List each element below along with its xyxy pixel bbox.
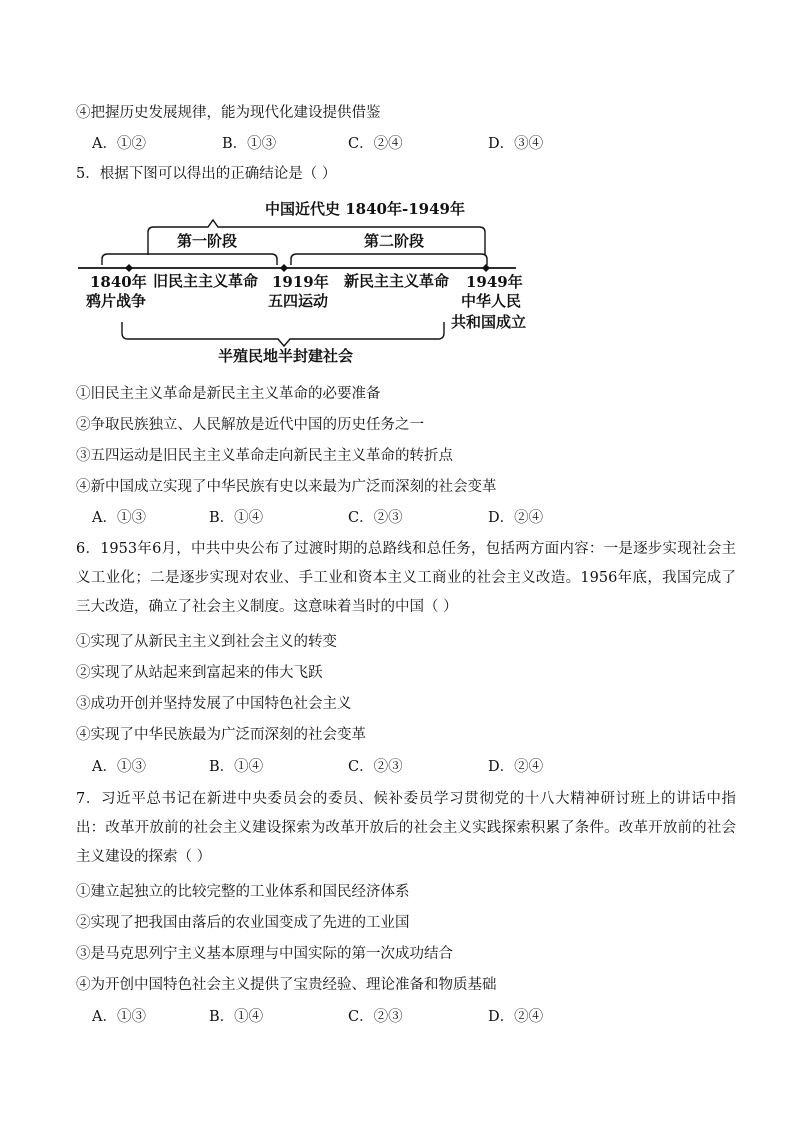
q5-option-b[interactable]: B．①④ xyxy=(209,510,264,526)
q6-item-1: ①实现了从新民主主义到社会主义的转变 xyxy=(76,634,337,650)
society-label: 半殖民地半封建社会 xyxy=(218,347,354,365)
stage1-label: 第一阶段 xyxy=(177,232,238,250)
stage1-brace xyxy=(102,254,277,265)
q6-option-c[interactable]: C．②③ xyxy=(348,759,403,775)
q6-stem: 6．1953年6月，中共中央公布了过渡时期的总路线和总任务，包括两方面内容：一是逐步实现社会主义工业化；二是逐步实现对农业、手工业和资本主义工商业的社会主义改造。1956年底，我国完成了三大改造，确立了社会主义制度。这意味着当时的中国（ ） xyxy=(76,541,736,615)
marker-1840 xyxy=(125,264,133,272)
q4-item-4: ④把握历史发展规律，能为现代化建设提供借鉴 xyxy=(76,105,381,121)
q4-option-b[interactable]: B．①③ xyxy=(222,136,277,152)
q7-item-2: ②实现了把我国由落后的农业国变成了先进的工业国 xyxy=(76,915,410,931)
marker-1949 xyxy=(482,264,490,272)
marker-1919 xyxy=(280,264,288,272)
q7-option-b[interactable]: B．①④ xyxy=(209,1009,264,1025)
q5-item-4: ④新中国成立实现了中华民族有史以来最为广泛而深刻的社会变革 xyxy=(76,479,497,495)
q7-stem: 7．习近平总书记在新进中央委员会的委员、候补委员学习贯彻党的十八大精神研讨班上的讲话中指出：改革开放前的社会主义建设探索为改革开放后的社会主义实践探索积累了条件。改革开放前的社会主义建设的探索（ ） xyxy=(76,791,736,865)
diagram-title: 中国近代史 1840年-1949年 xyxy=(265,200,465,218)
q7-item-3: ③是马克思列宁主义基本原理与中国实际的第一次成功结合 xyxy=(76,946,453,962)
q6-option-a[interactable]: A．①③ xyxy=(92,759,146,775)
q6-item-4: ④实现了中华民族最为广泛而深刻的社会变革 xyxy=(76,727,366,743)
stage2-label: 第二阶段 xyxy=(364,232,425,250)
society-brace xyxy=(122,322,444,346)
year-1919: 1919年 xyxy=(272,273,329,291)
q6-option-d[interactable]: D．②④ xyxy=(488,759,544,775)
q7-option-a[interactable]: A．①③ xyxy=(92,1009,146,1025)
new-revolution-label: 新民主主义革命 xyxy=(344,272,450,290)
q5-item-3: ③五四运动是旧民主主义革命走向新民主主义革命的转折点 xyxy=(76,448,453,464)
q6-item-3: ③成功开创并坚持发展了中国特色社会主义 xyxy=(76,696,352,712)
q4-option-d[interactable]: D．③④ xyxy=(488,136,544,152)
q6-option-b[interactable]: B．①④ xyxy=(209,759,264,775)
opium-war-label: 鸦片战争 xyxy=(86,292,147,310)
year-1949: 1949年 xyxy=(466,273,523,291)
year-1840: 1840年 xyxy=(90,273,147,291)
old-revolution-label: 旧民主主义革命 xyxy=(153,272,259,290)
q7-item-1: ①建立起独立的比较完整的工业体系和国民经济体系 xyxy=(76,884,410,900)
q4-option-c[interactable]: C．②④ xyxy=(348,136,403,152)
may-fourth-label: 五四运动 xyxy=(268,292,329,310)
q5-option-a[interactable]: A．①③ xyxy=(92,510,146,526)
q5-option-d[interactable]: D．②④ xyxy=(488,510,544,526)
q7-item-4: ④为开创中国特色社会主义提供了宝贵经验、理论准备和物质基础 xyxy=(76,977,497,993)
q5-item-1: ①旧民主主义革命是新民主主义革命的必要准备 xyxy=(76,386,381,402)
q4-option-a[interactable]: A．①② xyxy=(92,136,146,152)
q5-stem: 5．根据下图可以得出的正确结论是（ ） xyxy=(76,166,337,182)
q5-option-c[interactable]: C．②③ xyxy=(348,510,403,526)
q5-item-2: ②争取民族独立、人民解放是近代中国的历史任务之一 xyxy=(76,417,424,433)
q7-option-d[interactable]: D．②④ xyxy=(488,1009,544,1025)
q7-option-c[interactable]: C．②③ xyxy=(348,1009,403,1025)
prc-label-line2: 共和国成立 xyxy=(451,313,527,331)
q6-item-2: ②实现了从站起来到富起来的伟大飞跃 xyxy=(76,665,323,681)
prc-label-line1: 中华人民 xyxy=(461,292,522,310)
q5-timeline-diagram xyxy=(0,190,794,375)
stage2-brace xyxy=(291,254,487,265)
